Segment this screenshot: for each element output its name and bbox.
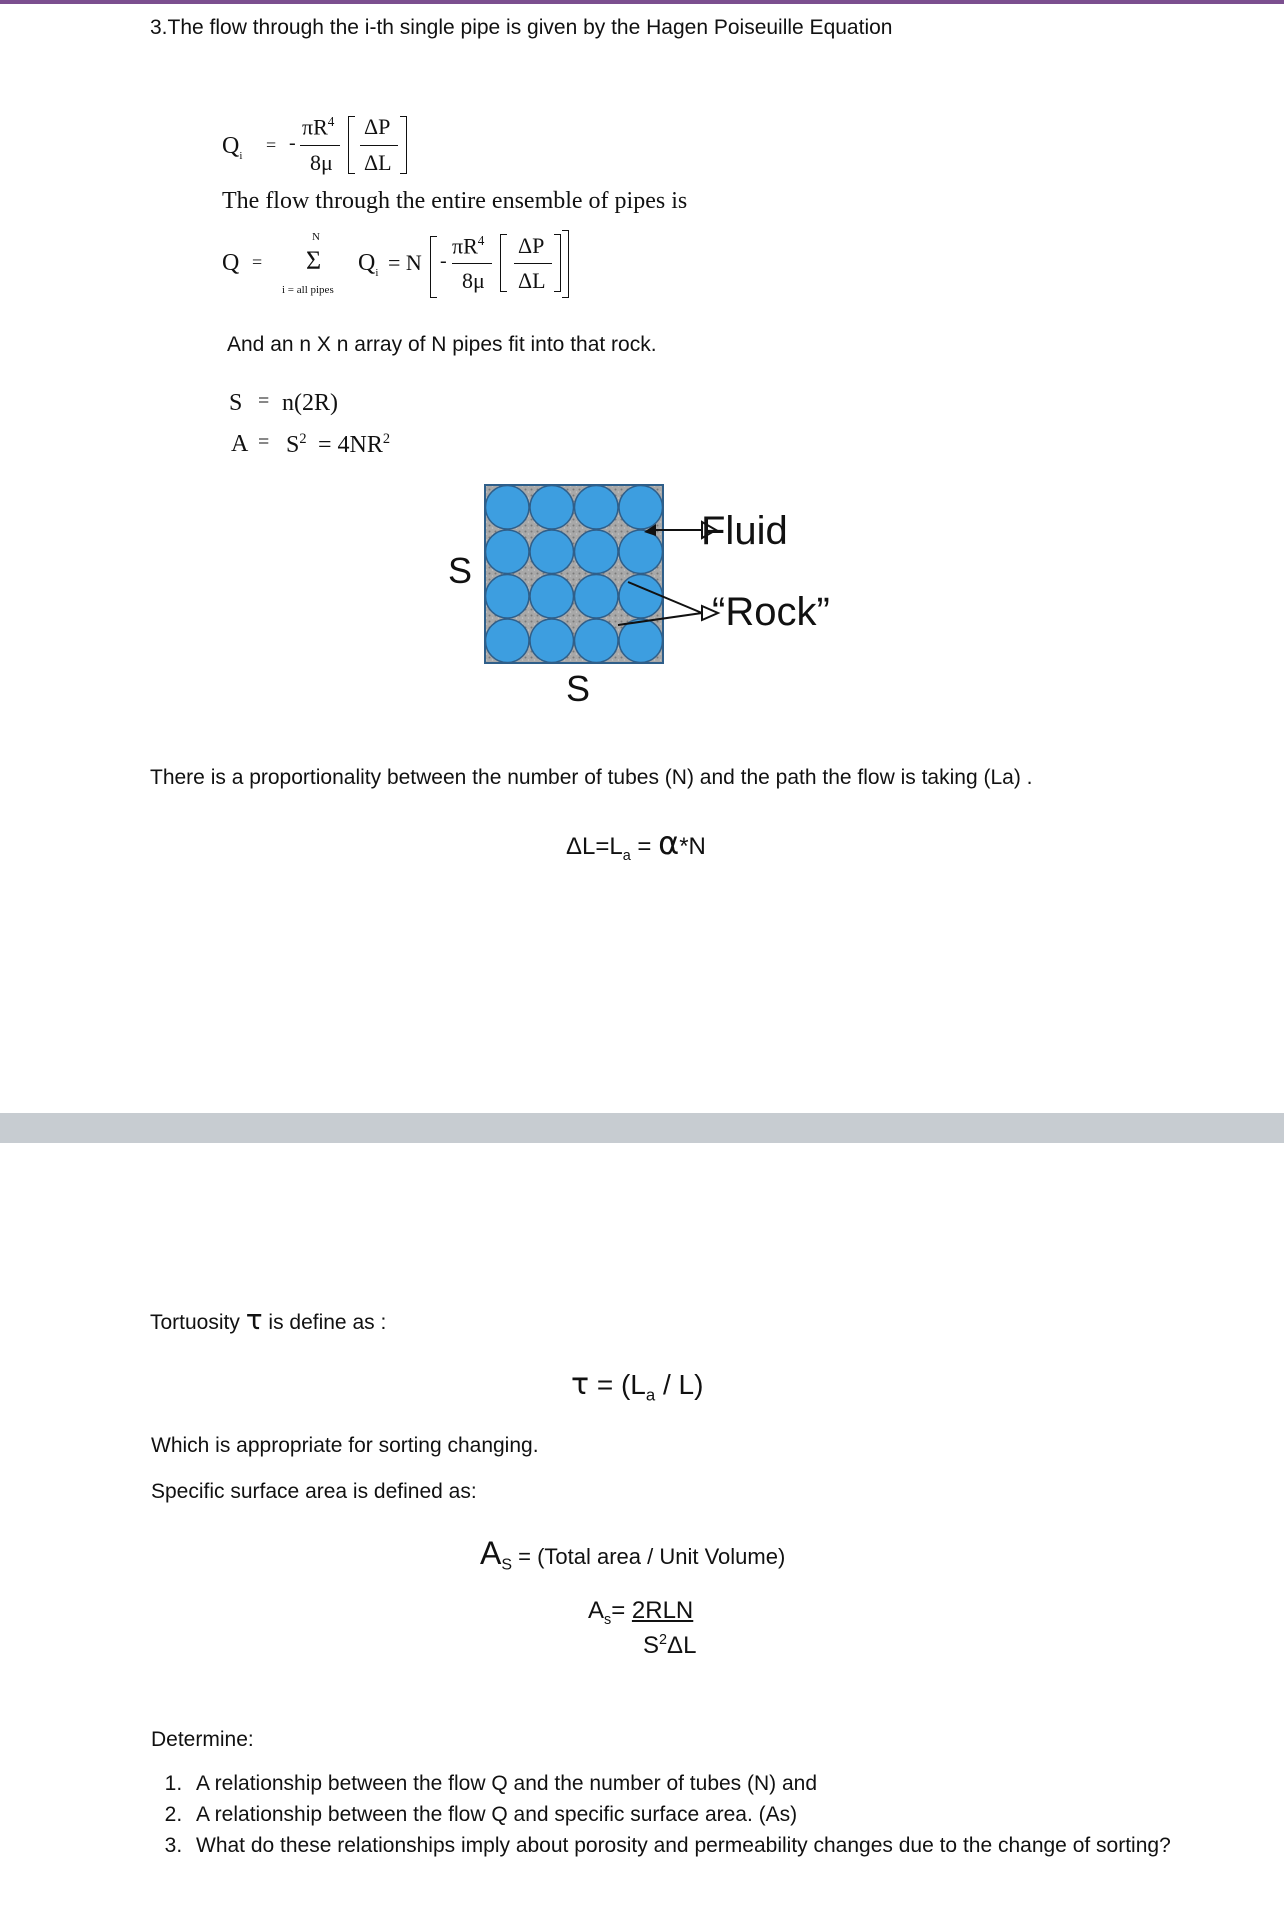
eq4-s-sup: 2 (299, 431, 307, 447)
figure-bottom-label: S (566, 668, 591, 709)
question-item: 2. A relationship between the flow Q and specific surface area. (As) (188, 1799, 1188, 1830)
top-border (0, 0, 1284, 4)
eq6-rest-b: / L) (655, 1369, 704, 1400)
eq2-equals: = (252, 252, 263, 272)
eq2-num-sup: 4 (477, 233, 485, 248)
pipe-circle (575, 486, 619, 530)
eq3-rhs: n(2R) (282, 390, 338, 416)
eq3-equals: = (258, 390, 270, 412)
eq4-s: S (286, 432, 300, 458)
eq7-rest: = (Total area / Unit Volume) (512, 1544, 786, 1569)
eq2-inner-bar (514, 263, 552, 264)
tortuous-length-equation (566, 824, 706, 864)
eq2-qi-sub: i (375, 266, 379, 279)
eq1-bracket-left (348, 116, 355, 174)
question-item: 3. What do these relationships imply about porosity and permeability changes due to the change of sorting? (188, 1830, 1188, 1861)
eq2-lhs: Q (222, 250, 240, 276)
eq4-equals: = (258, 431, 270, 453)
figure-side-label: S (448, 550, 473, 591)
eq2-minus: - (440, 250, 447, 272)
eq2-sigma: Σ (306, 246, 322, 275)
eq8-sub: s (604, 1611, 612, 1628)
tortuosity-symbol: τ (245, 1303, 263, 1336)
pipe-circle (619, 530, 663, 574)
tortuosity-text-a: Tortuosity (150, 1311, 246, 1334)
eq1-bracket-right (400, 116, 407, 174)
eq8-a: A (588, 1597, 605, 1624)
eq2-eqN: = N (388, 250, 422, 275)
eq1-equals: = (266, 135, 277, 155)
eq8-den-rest: ΔL (667, 1632, 697, 1659)
eq7-sub: S (501, 1556, 513, 1574)
eq4-rhs-sup: 2 (382, 431, 391, 447)
eq4-lhs: A (231, 431, 249, 457)
eq1-lhs-sub: i (239, 149, 243, 162)
eq8-den: S (643, 1632, 660, 1659)
eq2-outer-bracket-right (562, 230, 569, 298)
eq1-frac-bar (300, 145, 340, 146)
eq7-a: A (480, 1535, 502, 1571)
question-list (148, 1768, 1188, 1861)
eq2-inner-bracket-left (500, 234, 507, 292)
array-text: And an n X n array of N pipes fit into that rock. (227, 333, 657, 356)
pipe-circle (486, 530, 530, 574)
eq2-qi: Q (358, 250, 376, 276)
ensemble-text: The flow through the entire ensemble of pipes is (222, 188, 688, 214)
tortuosity-text-b: is define as : (262, 1311, 387, 1334)
pipe-circle (530, 575, 574, 619)
eq1-num-sup: 4 (327, 114, 335, 129)
pipe-circle (486, 575, 530, 619)
tortuosity-text (150, 1303, 386, 1336)
pipe-circle (619, 575, 663, 619)
eq2-inner-den: ΔL (518, 268, 546, 293)
pipe-circle (575, 530, 619, 574)
eq2-den: 8μ (462, 268, 485, 293)
eq8-eq: = (611, 1597, 632, 1624)
pipe-circle (486, 486, 530, 530)
eq1-inner-num: ΔP (364, 114, 391, 139)
eq6-sub: a (645, 1385, 656, 1405)
eq5-left: ΔL=L (566, 833, 623, 860)
eq5-left-sub: a (622, 847, 631, 864)
eq8-den-sup: 2 (659, 1632, 668, 1648)
eq2-sigma-bottom: i = all pipes (282, 284, 334, 296)
pipe-circle (619, 619, 663, 663)
eq8-num: 2RLN (631, 1597, 694, 1624)
eq1-num: πR (302, 114, 328, 140)
specific-surface-definition (480, 1535, 785, 1574)
pipe-circle (530, 619, 574, 663)
rock-label: “Rock” (712, 590, 830, 634)
eq1-minus: - (289, 132, 296, 154)
eq1-inner-den: ΔL (364, 150, 392, 175)
pipe-circle (619, 486, 663, 530)
determine-label: Determine: (151, 1728, 254, 1751)
eq3-lhs: S (229, 390, 243, 416)
question-item: 1. A relationship between the flow Q and the number of tubes (N) and (188, 1768, 1188, 1799)
fluid-label: Fluid (701, 509, 788, 553)
specific-surface-text: Specific surface area is defined as: (151, 1480, 477, 1503)
pipe-circle (530, 486, 574, 530)
page-break (0, 1113, 1284, 1143)
eq2-sigma-top: N (312, 231, 320, 243)
pipe-circle (575, 619, 619, 663)
sorting-text: Which is appropriate for sorting changing. (151, 1434, 539, 1457)
eq4-rhs: = 4NR (318, 432, 383, 458)
eq5-right: *N (679, 833, 706, 860)
eq2-inner-num: ΔP (518, 233, 545, 258)
eq5-alpha: α (658, 824, 680, 862)
eq5-mid: = (630, 833, 659, 860)
eq1-lhs: Q (222, 133, 240, 159)
eq1-inner-bar (360, 145, 398, 146)
eq1-den: 8μ (310, 150, 333, 175)
eq2-outer-bracket-left (430, 236, 437, 298)
eq2-num: πR (452, 233, 478, 259)
eq6-rest-a: = (L (589, 1369, 646, 1400)
pipe-circle (530, 530, 574, 574)
section-heading: 3.The flow through the i-th single pipe is given by the Hagen Poiseuille Equation (150, 16, 893, 39)
proportionality-text: There is a proportionality between the number of tubes (N) and the path the flow is taking (La) . (150, 766, 1033, 789)
eq2-frac-bar (452, 263, 492, 264)
tortuosity-equation (571, 1367, 703, 1406)
eq2-inner-bracket-right (554, 234, 561, 292)
pipe-circle (575, 575, 619, 619)
eq6-tau: τ (571, 1367, 590, 1402)
pipe-circle (486, 619, 530, 663)
